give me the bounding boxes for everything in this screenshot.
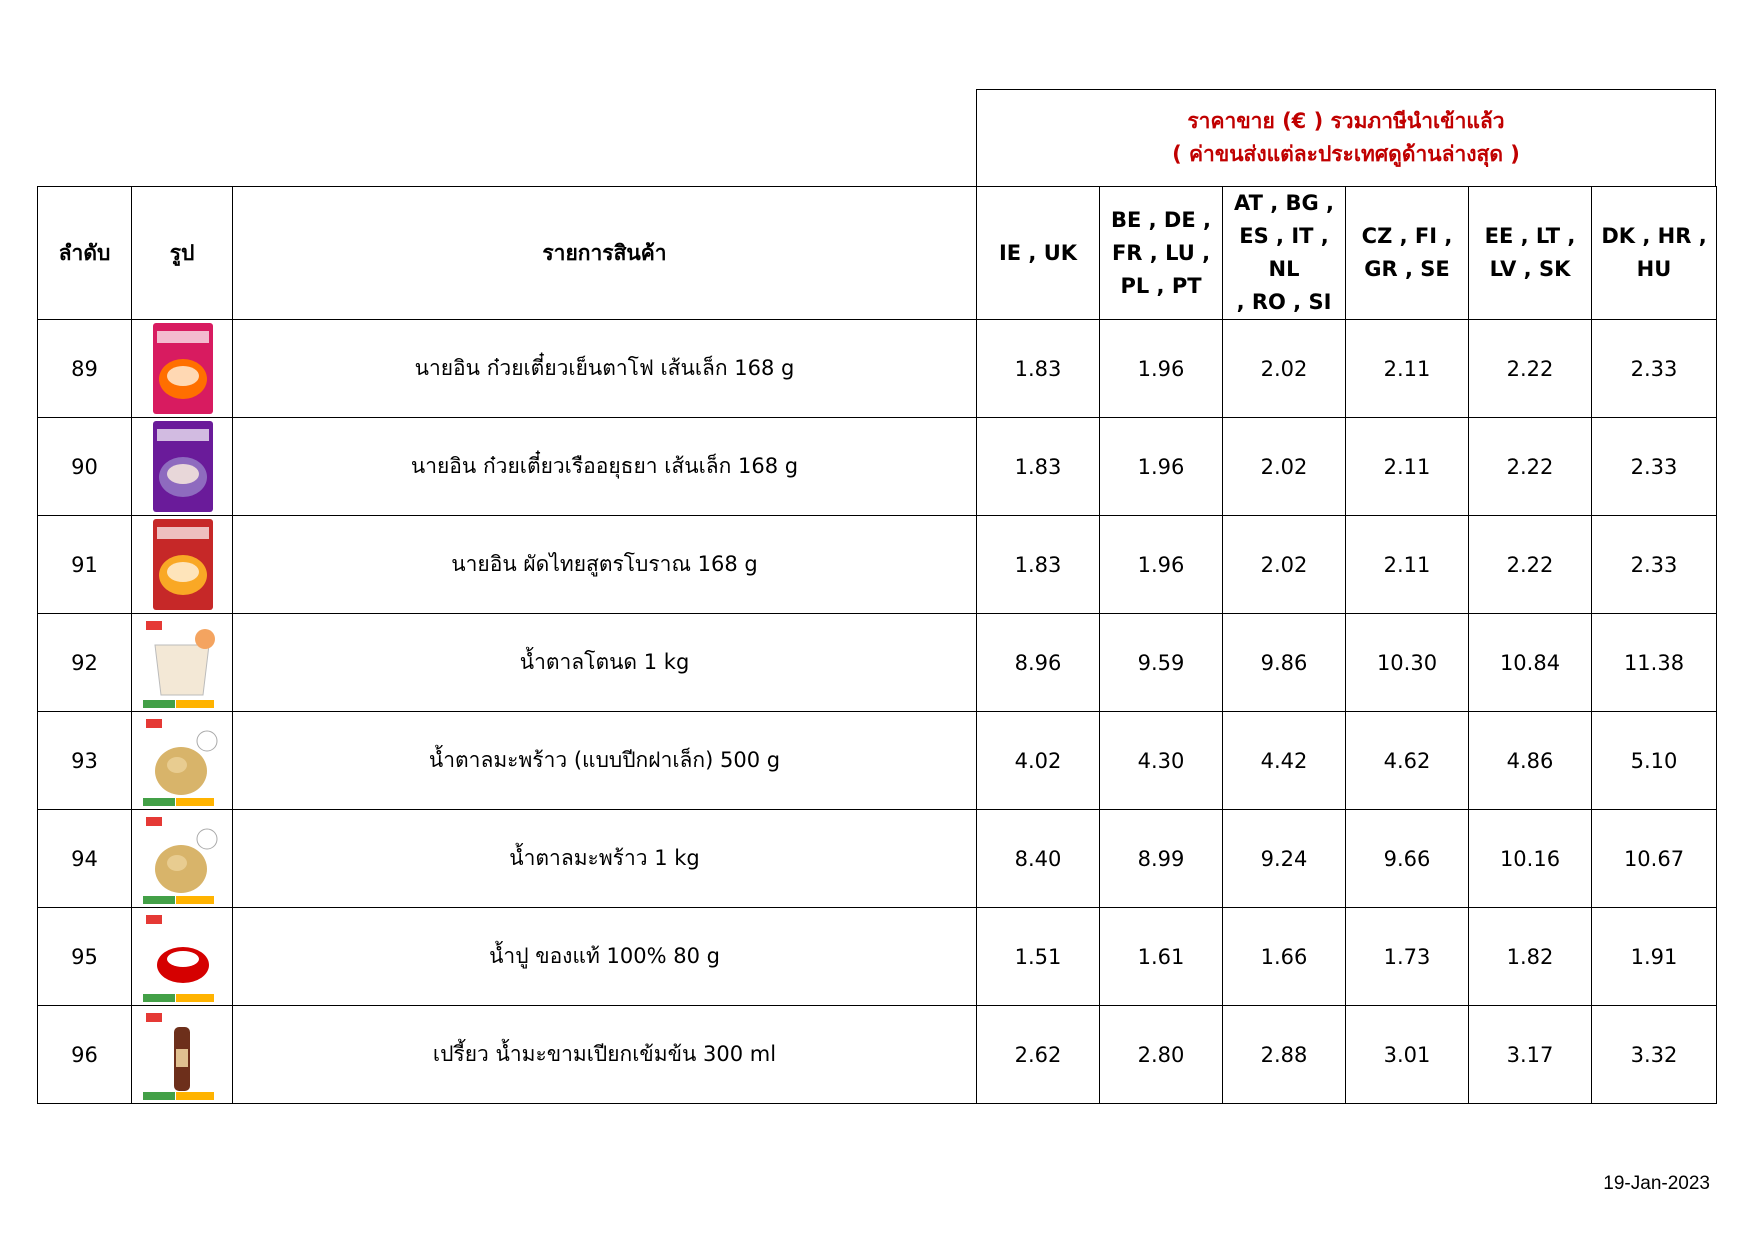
row-number: 94 — [38, 810, 132, 908]
row-number: 89 — [38, 320, 132, 418]
price-cell: 1.61 — [1100, 908, 1223, 1006]
price-cell: 1.82 — [1469, 908, 1592, 1006]
price-cell: 1.96 — [1100, 320, 1223, 418]
product-name: น้ำปู ของแท้ 100% 80 g — [233, 908, 977, 1006]
product-image — [132, 320, 233, 418]
table-row — [38, 516, 1717, 614]
price-cell: 10.67 — [1592, 810, 1717, 908]
price-cell: 10.16 — [1469, 810, 1592, 908]
table-row — [38, 908, 1717, 1006]
price-cell: 4.02 — [977, 712, 1100, 810]
price-cell: 4.42 — [1223, 712, 1346, 810]
row-number: 91 — [38, 516, 132, 614]
price-cell: 3.32 — [1592, 1006, 1717, 1104]
product-image — [132, 810, 233, 908]
price-cell: 1.73 — [1346, 908, 1469, 1006]
price-cell: 2.33 — [1592, 516, 1717, 614]
price-cell: 9.59 — [1100, 614, 1223, 712]
noodle-pack-icon — [141, 321, 223, 416]
row-number: 92 — [38, 614, 132, 712]
price-cell: 1.83 — [977, 516, 1100, 614]
price-cell: 4.30 — [1100, 712, 1223, 810]
document-date: 19-Jan-2023 — [1603, 1173, 1710, 1194]
product-image — [132, 712, 233, 810]
price-cell: 1.91 — [1592, 908, 1717, 1006]
row-number: 93 — [38, 712, 132, 810]
product-name: นายอิน ก๋วยเตี๋ยวเรืออยุธยา เส้นเล็ก 168 g — [233, 418, 977, 516]
price-cell: 5.10 — [1592, 712, 1717, 810]
price-cell: 2.02 — [1223, 516, 1346, 614]
col-header-zone: AT , BG , ES , IT , NL , RO , SI — [1223, 187, 1346, 320]
table-row — [38, 712, 1717, 810]
col-header-image: รูป — [132, 187, 233, 320]
price-cell: 8.99 — [1100, 810, 1223, 908]
col-header-zone: BE , DE , FR , LU , PL , PT — [1100, 187, 1223, 320]
price-cell: 2.22 — [1469, 418, 1592, 516]
tamarind-bottle-icon — [141, 1007, 223, 1102]
price-cell: 10.84 — [1469, 614, 1592, 712]
row-number: 96 — [38, 1006, 132, 1104]
col-header-item: รายการสินค้า — [233, 187, 977, 320]
price-cell: 2.22 — [1469, 320, 1592, 418]
price-cell: 1.66 — [1223, 908, 1346, 1006]
price-cell: 2.88 — [1223, 1006, 1346, 1104]
product-name: น้ำตาลมะพร้าว (แบบปีกฝาเล็ก) 500 g — [233, 712, 977, 810]
col-header-zone: EE , LT , LV , SK — [1469, 187, 1592, 320]
price-cell: 3.17 — [1469, 1006, 1592, 1104]
product-name: นายอิน ก๋วยเตี๋ยวเย็นตาโฟ เส้นเล็ก 168 g — [233, 320, 977, 418]
sugar-tub-icon — [141, 615, 223, 710]
price-header-title: ราคาขาย (€ ) รวมภาษีนำเข้าแล้ว — [1187, 109, 1505, 133]
price-cell: 10.30 — [1346, 614, 1469, 712]
table-row — [38, 810, 1717, 908]
product-image — [132, 908, 233, 1006]
product-image — [132, 516, 233, 614]
price-cell: 2.02 — [1223, 418, 1346, 516]
product-image — [132, 418, 233, 516]
col-header-no: ลำดับ — [38, 187, 132, 320]
col-header-zone: CZ , FI , GR , SE — [1346, 187, 1469, 320]
price-table — [37, 186, 1717, 1104]
price-cell: 3.01 — [1346, 1006, 1469, 1104]
row-number: 90 — [38, 418, 132, 516]
price-cell: 2.62 — [977, 1006, 1100, 1104]
row-number: 95 — [38, 908, 132, 1006]
price-cell: 4.86 — [1469, 712, 1592, 810]
col-header-zone: DK , HR , HU — [1592, 187, 1717, 320]
price-cell: 4.62 — [1346, 712, 1469, 810]
price-cell: 1.83 — [977, 418, 1100, 516]
product-image — [132, 614, 233, 712]
crab-paste-jar-icon — [141, 909, 223, 1004]
noodle-pack-icon — [141, 517, 223, 612]
price-cell: 2.80 — [1100, 1006, 1223, 1104]
sugar-bag-icon — [141, 713, 223, 808]
table-row — [38, 418, 1717, 516]
product-name: เปรี้ยว น้ำมะขามเปียกเข้มข้น 300 ml — [233, 1006, 977, 1104]
price-group-header — [976, 89, 1716, 186]
product-name: น้ำตาลโตนด 1 kg — [233, 614, 977, 712]
table-row — [38, 614, 1717, 712]
price-cell: 9.66 — [1346, 810, 1469, 908]
table-header-row — [38, 187, 1717, 320]
price-cell: 2.33 — [1592, 418, 1717, 516]
price-cell: 9.24 — [1223, 810, 1346, 908]
product-name: นายอิน ผัดไทยสูตรโบราณ 168 g — [233, 516, 977, 614]
price-cell: 1.51 — [977, 908, 1100, 1006]
price-cell: 2.11 — [1346, 320, 1469, 418]
sugar-bag-icon — [141, 811, 223, 906]
col-header-zone: IE , UK — [977, 187, 1100, 320]
price-cell: 1.96 — [1100, 516, 1223, 614]
price-cell: 1.83 — [977, 320, 1100, 418]
table-row — [38, 320, 1717, 418]
price-cell: 2.33 — [1592, 320, 1717, 418]
price-cell: 11.38 — [1592, 614, 1717, 712]
noodle-pack-icon — [141, 419, 223, 514]
table-row — [38, 1006, 1717, 1104]
price-cell: 2.11 — [1346, 516, 1469, 614]
price-cell: 8.40 — [977, 810, 1100, 908]
price-cell: 2.02 — [1223, 320, 1346, 418]
product-name: น้ำตาลมะพร้าว 1 kg — [233, 810, 977, 908]
price-cell: 9.86 — [1223, 614, 1346, 712]
price-cell: 2.11 — [1346, 418, 1469, 516]
price-header-note: ( ค่าขนส่งแต่ละประเทศดูด้านล่างสุด ) — [1172, 142, 1520, 166]
price-cell: 8.96 — [977, 614, 1100, 712]
price-cell: 2.22 — [1469, 516, 1592, 614]
price-cell: 1.96 — [1100, 418, 1223, 516]
product-image — [132, 1006, 233, 1104]
